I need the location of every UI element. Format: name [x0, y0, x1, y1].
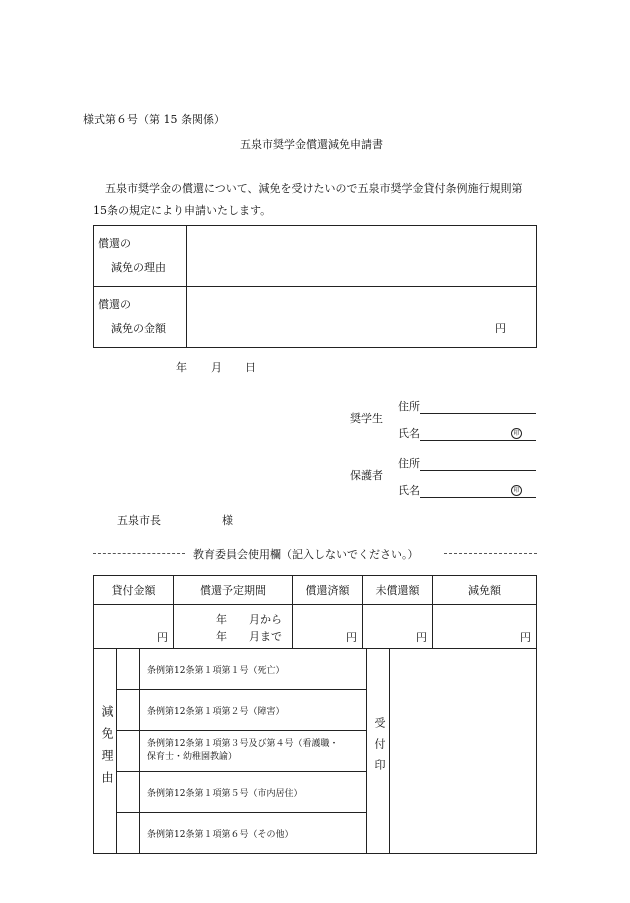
date-day-label: 日	[245, 361, 256, 374]
intro-line-1: 五泉市奨学金の償還について、減免を受けたいので五泉市奨学金貸付条例施行規則第	[105, 182, 523, 195]
loan-amount-yen: 円	[157, 631, 168, 644]
date-month-label: 月	[211, 361, 222, 374]
reason-item-2: 条例第12条第１項第２号（障害）	[140, 690, 367, 731]
date-year-label: 年	[176, 361, 187, 374]
amount-label-1: 償還の	[98, 298, 131, 311]
reason-label-2: 減免の理由	[111, 261, 166, 274]
student-name-row[interactable]	[398, 425, 536, 441]
addressee-mayor: 五泉市長	[117, 514, 161, 527]
reason-check-3[interactable]	[117, 731, 140, 772]
reason-item-3-line-2: 保育士・幼稚園教諭）	[147, 752, 238, 762]
student-address-label: 住所	[398, 400, 420, 413]
reason-item-1: 条例第12条第１項第１号（死亡）	[140, 649, 367, 690]
exemption-reasons-table	[93, 648, 537, 854]
receipt-vertical-cell	[367, 649, 390, 854]
exemption-amount-yen: 円	[520, 631, 531, 644]
reason-label-1: 償還の	[98, 237, 131, 250]
reason-item-5: 条例第12条第１項第６号（その他）	[140, 813, 367, 854]
student-label: 奨学生	[350, 412, 383, 425]
repaid-amount-yen: 円	[346, 631, 357, 644]
student-name-label: 氏名	[398, 427, 420, 440]
guardian-name-label: 氏名	[398, 484, 420, 497]
loan-amount-cell[interactable]	[94, 605, 174, 649]
student-address-field[interactable]	[420, 400, 536, 414]
student-address-row[interactable]	[398, 398, 536, 414]
repayment-period-cell[interactable]	[174, 605, 293, 649]
page-title: 五泉市奨学金償還減免申請書	[240, 138, 383, 151]
header-loan-amount: 貸付金額	[94, 576, 174, 605]
period-from: 年 月から	[216, 613, 282, 626]
guardian-name-field[interactable]	[420, 484, 536, 498]
header-exemption-amount: 減免額	[433, 576, 537, 605]
period-to: 年 月まで	[216, 630, 282, 643]
exemption-amount-cell[interactable]	[433, 605, 537, 649]
form-number: 様式第６号（第 15 条関係）	[83, 113, 225, 126]
reason-check-4[interactable]	[117, 772, 140, 813]
reason-item-3-line-1: 条例第12条第１項第３号及び第４号（看護職・	[147, 739, 339, 749]
amount-unit: 円	[495, 322, 506, 335]
addressee-honorific: 様	[222, 514, 233, 527]
header-repaid-amount: 償還済額	[293, 576, 363, 605]
amount-input-cell[interactable]	[187, 287, 537, 348]
reason-vertical-cell	[94, 649, 117, 854]
reason-item-4: 条例第12条第１項第５号（市内居住）	[140, 772, 367, 813]
reason-check-1[interactable]	[117, 649, 140, 690]
guardian-name-row[interactable]	[398, 482, 536, 498]
intro-line-2: 15条の規定により申請いたします。	[93, 204, 272, 217]
separator-dash-left	[93, 553, 185, 554]
student-name-field[interactable]	[420, 427, 536, 441]
guardian-label: 保護者	[350, 469, 383, 482]
header-repayment-period: 償還予定期間	[174, 576, 293, 605]
receipt-vertical-label: 受付印	[373, 717, 386, 780]
receipt-stamp-area[interactable]	[390, 649, 537, 854]
reason-check-5[interactable]	[117, 813, 140, 854]
student-seal-icon: 印	[511, 428, 522, 439]
application-table	[93, 225, 537, 348]
reason-input-cell[interactable]	[187, 226, 537, 287]
unrepaid-amount-yen: 円	[416, 631, 427, 644]
office-use-caption: 教育委員会使用欄（記入しないでください。）	[193, 548, 419, 561]
guardian-address-field[interactable]	[420, 457, 536, 471]
office-summary-table	[93, 575, 537, 649]
separator-dash-right	[444, 553, 537, 554]
guardian-seal-icon: 印	[511, 485, 522, 496]
header-unrepaid-amount: 未償還額	[363, 576, 433, 605]
amount-label-2: 減免の金額	[111, 322, 166, 335]
reason-label-cell	[94, 226, 187, 287]
amount-label-cell	[94, 287, 187, 348]
reason-check-2[interactable]	[117, 690, 140, 731]
guardian-address-row[interactable]	[398, 455, 536, 471]
unrepaid-amount-cell[interactable]	[363, 605, 433, 649]
reason-vertical-label: 減免理由	[100, 705, 114, 793]
guardian-address-label: 住所	[398, 457, 420, 470]
repaid-amount-cell[interactable]	[293, 605, 363, 649]
reason-item-3	[140, 731, 367, 772]
